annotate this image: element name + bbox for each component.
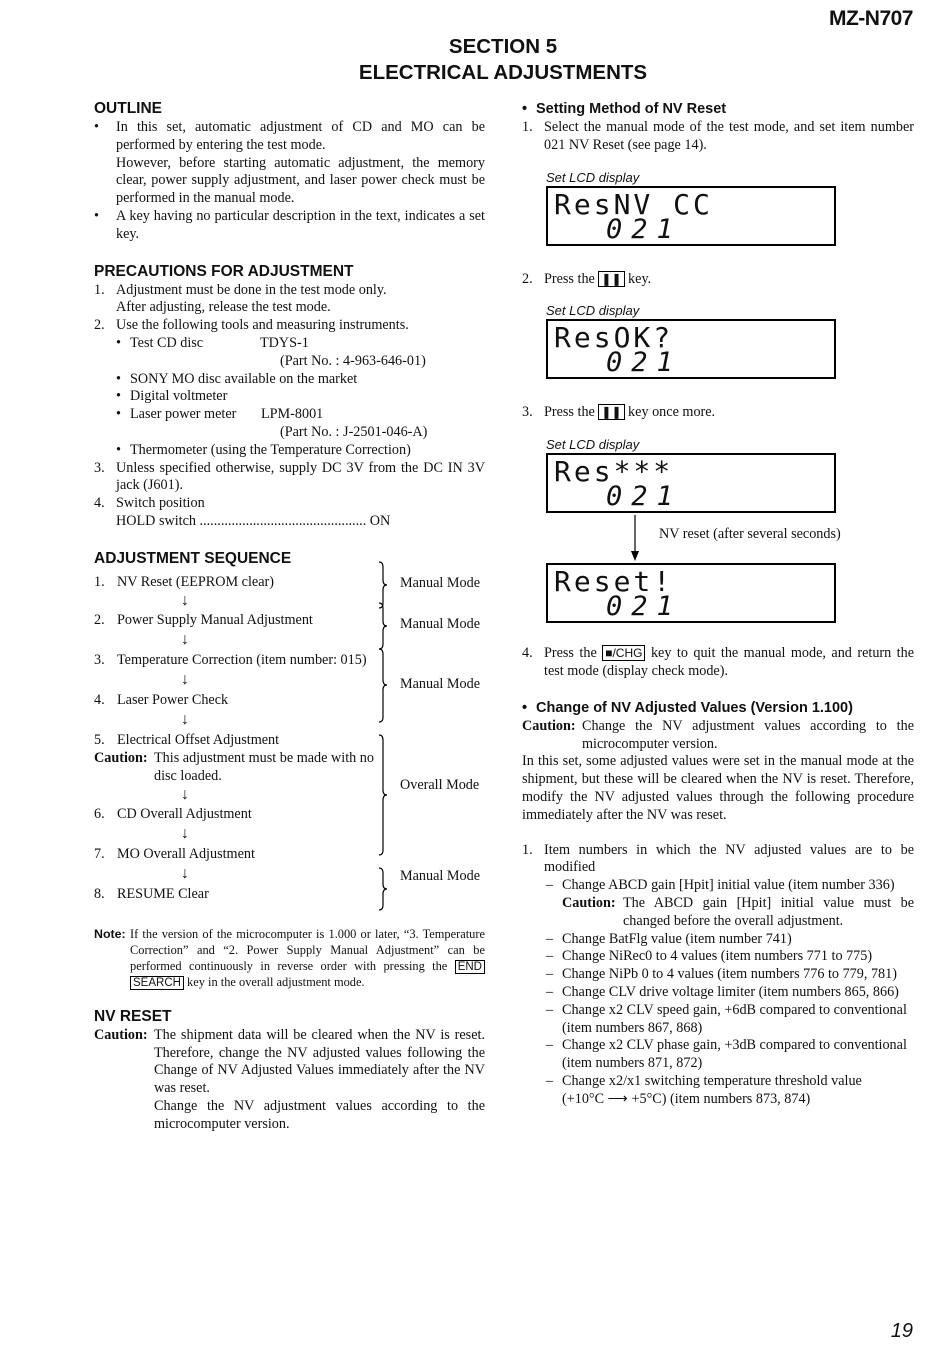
- left-column: [94, 99, 485, 1134]
- tool-voltmeter: • Digital voltmeter: [116, 388, 228, 405]
- seq-arrow: ↓: [181, 864, 189, 882]
- seq-arrow: ↓: [181, 630, 189, 648]
- setting-step-2: 2. Press the ❚❚ key.: [522, 270, 652, 287]
- lcd-display-1: [546, 186, 836, 246]
- pause-key: ❚❚: [598, 271, 624, 287]
- setting-step-1: 1. Select the manual mode of the test mode, and set item number 021 NV Reset (see page 14).: [522, 119, 914, 153]
- tool-thermometer: • Thermometer (using the Temperature Correction): [116, 441, 411, 458]
- right-column: [522, 99, 914, 1109]
- lcd-caption: Set LCD display: [546, 303, 640, 319]
- tool-mo-disc: • SONY MO disc available on the market: [116, 370, 358, 387]
- change-d1-caution: Caution: The ABCD gain [Hpit] initial value must be changed before the overall adjustment.: [562, 894, 914, 929]
- change-d7: – Change x2 CLV phase gain, +3dB compared to conventional (item numbers 871, 872): [546, 1037, 907, 1072]
- search-key: SEARCH: [130, 976, 184, 990]
- brace-2: [378, 602, 388, 650]
- lcd-caption: Set LCD display: [546, 437, 640, 453]
- lcd-line-1: ResOK?: [554, 321, 674, 355]
- change-heading: • Change of NV Adjusted Values (Version 1.100): [522, 699, 853, 716]
- mode-label-1: Manual Mode: [400, 574, 480, 591]
- tool-laser-meter: • Laser power meter LPM-8001: [116, 406, 324, 423]
- arrow-note: NV reset (after several seconds): [659, 526, 841, 543]
- seq-step-5: 5. Electrical Offset Adjustment: [94, 731, 280, 748]
- adjustment-sequence: [94, 569, 485, 914]
- page-number: 19: [890, 1320, 913, 1342]
- precaution-1-cont: After adjusting, release the test mode.: [116, 299, 331, 316]
- seq-arrow: ↓: [181, 591, 189, 609]
- lcd-line-2: 021: [606, 213, 682, 245]
- nvreset-heading: NV RESET: [94, 1007, 172, 1025]
- lcd-display-2: [546, 319, 836, 379]
- end-key: END: [455, 960, 485, 974]
- change-d2: – Change BatFlg value (item number 741): [546, 930, 792, 947]
- section-title-line2: ELECTRICAL ADJUSTMENTS: [358, 61, 648, 84]
- seq-step-6: 6. CD Overall Adjustment: [94, 805, 252, 822]
- precautions-heading: PRECAUTIONS FOR ADJUSTMENT: [94, 262, 354, 280]
- outline-bullet-2: • A key having no particular description in the text, indicates a set key.: [94, 207, 485, 242]
- brace-5: [378, 867, 388, 911]
- change-d4: – Change NiPb 0 to 4 values (item numbers 776 to 779, 781): [546, 966, 897, 983]
- sequence-heading: ADJUSTMENT SEQUENCE: [94, 549, 292, 567]
- seq-step-8: 8. RESUME Clear: [94, 885, 209, 902]
- hold-switch-position: HOLD switch ............................................... ON: [116, 512, 391, 529]
- precaution-3: 3. Unless specified otherwise, supply DC 3V from the DC IN 3V jack (J601).: [94, 459, 485, 494]
- lcd-display-3: [546, 453, 836, 513]
- change-d1: – Change ABCD gain [Hpit] initial value (item number 336): [546, 877, 895, 894]
- nvreset-caution: Caution: The shipment data will be cleared when the NV is reset. Therefore, change the NV adjusted values following the Change of NV Adjusted Values immediately after the NV was reset. Change the NV adjustment values according to the microcomputer version.: [94, 1026, 485, 1132]
- setting-heading: • Setting Method of NV Reset: [522, 101, 727, 117]
- seq-arrow: ↓: [181, 785, 189, 803]
- section-title-line1: SECTION 5: [448, 35, 558, 58]
- seq-step-2: 2. Power Supply Manual Adjustment: [94, 611, 313, 628]
- precaution-1: 1. Adjustment must be done in the test mode only.: [94, 281, 387, 298]
- outline-bullet-1: • In this set, automatic adjustment of CD and MO can be performed by entering the test mode.: [94, 119, 485, 153]
- precaution-2: 2. Use the following tools and measuring instruments.: [94, 317, 409, 334]
- seq-step-3: 3. Temperature Correction (item number: 015): [94, 651, 367, 668]
- note: Note: If the version of the microcomputer is 1.000 or later, “3. Temperature Correction” and “2. Power Supply Manual Adjustment” can be performed continuously in reverse order with pressing the END SEARCH key in the overall adjustment mode.: [94, 926, 485, 989]
- lcd-line-2: 021: [606, 481, 682, 513]
- setting-step-4: 4. Press the ■/CHG key to quit the manual mode, and return the test mode (display check mode).: [522, 645, 915, 679]
- lcd-line-1: ResNV CC: [554, 187, 713, 221]
- model-number: MZ-N707: [828, 7, 913, 30]
- tool-laser-meter-part: (Part No. : J-2501-046-A): [280, 423, 428, 440]
- lcd-caption: Set LCD display: [546, 169, 640, 185]
- mode-label-3: Manual Mode: [400, 675, 480, 692]
- mode-label-2: Manual Mode: [400, 615, 480, 632]
- pause-key: ❚❚: [598, 404, 624, 420]
- tool-test-cd-part: (Part No. : 4-963-646-01): [280, 352, 426, 369]
- seq-step-5-caution: Caution: This adjustment must be made with no disc loaded.: [94, 749, 374, 784]
- seq-arrow: ↓: [181, 670, 189, 688]
- change-d3: – Change NiRec0 to 4 values (item numbers 771 to 775): [546, 948, 873, 965]
- change-d5: – Change CLV drive voltage limiter (item numbers 865, 866): [546, 983, 899, 1000]
- change-d6: – Change x2 CLV speed gain, +6dB compared to conventional (item numbers 867, 868): [546, 1001, 907, 1036]
- lcd-display-4: [546, 563, 836, 623]
- seq-step-4: 4. Laser Power Check: [94, 691, 229, 708]
- down-arrow-icon: [629, 515, 641, 561]
- change-item-1: 1. Item numbers in which the NV adjusted values are to be modified: [522, 841, 914, 876]
- outline-bullet-1-cont: However, before starting automatic adjustment, the memory clear, power supply adjustment, and laser power check must be performed in the manual mode.: [116, 154, 485, 207]
- lcd-line-1: Reset!: [554, 565, 674, 599]
- setting-step-3: 3. Press the ❚❚ key once more.: [522, 404, 716, 421]
- lcd-line-2: 021: [606, 591, 682, 623]
- section-title: [0, 34, 950, 86]
- brace-3: [378, 648, 388, 723]
- precaution-4: 4. Switch position: [94, 495, 205, 512]
- brace-4: [378, 734, 388, 856]
- outline-heading: OUTLINE: [94, 100, 163, 117]
- seq-arrow: ↓: [181, 710, 189, 728]
- tool-test-cd: • Test CD disc TDYS-1: [116, 334, 309, 351]
- change-caution: Caution: Change the NV adjustment values according to the microcomputer version.: [522, 717, 914, 752]
- seq-step-7: 7. MO Overall Adjustment: [94, 845, 255, 862]
- mode-label-5: Manual Mode: [400, 867, 480, 884]
- lcd-line-1: Res***: [554, 455, 674, 489]
- change-d8: – Change x2/x1 switching temperature threshold value (+10°C ⟶ +5°C) (item numbers 873, 874): [546, 1072, 862, 1107]
- seq-step-1: 1. NV Reset (EEPROM clear): [94, 573, 274, 590]
- lcd-line-2: 021: [606, 347, 682, 379]
- change-paragraph: In this set, some adjusted values were set in the manual mode at the shipment, but these will be cleared when the NV is reset. Therefore, modify the NV adjusted values through the following procedure immediately after the NV was reset.: [522, 753, 914, 823]
- stop-chg-key: ■/CHG: [602, 645, 645, 661]
- seq-arrow: ↓: [181, 824, 189, 842]
- mode-label-4: Overall Mode: [400, 776, 480, 793]
- nv-reset-transition: [522, 513, 914, 563]
